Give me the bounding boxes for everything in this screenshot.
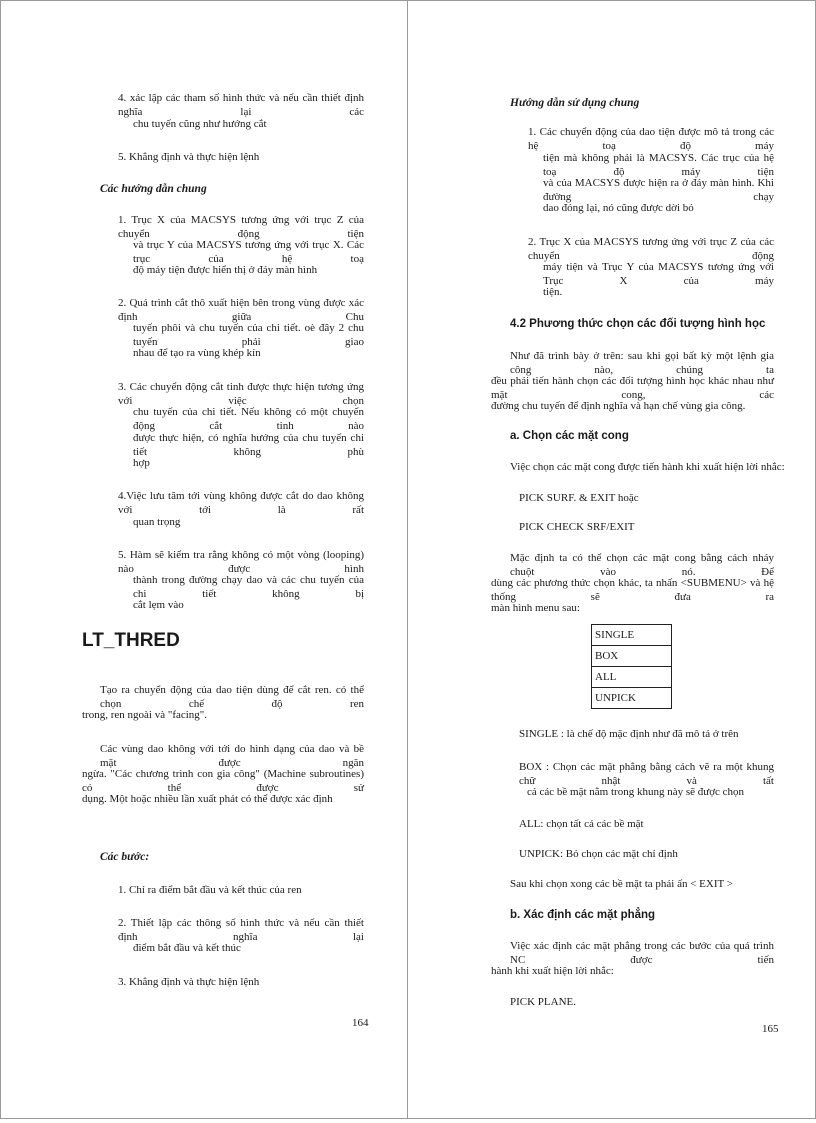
usage-1-line-4: dao đóng lại, nó cũng được dời bỏ (543, 202, 694, 214)
default-select-line-2: dùng các phương thức chọn khác, ta nhấn <SUBMENU> và hệ thống sẽ đưa ra (491, 577, 774, 603)
thred-note-line-1: Các vùng dao không với tới do hình dạng của dao và bề mặt được ngăn (100, 743, 364, 769)
guide-2-line-1: 2. Quá trình cắt thô xuất hiện bên trong vùng được xác định giữa Chu (118, 297, 364, 323)
subsection-b-heading: b. Xác định các mặt phẳng (510, 909, 656, 921)
page-number-right: 165 (762, 1023, 779, 1035)
step-3: 3. Khẳng định và thực hiện lệnh (118, 976, 260, 988)
guide-3-line-4: hợp (133, 457, 150, 469)
pick-surf-prompt: PICK SURF. & EXIT hoặc (519, 492, 639, 504)
usage-1-line-1: 1. Các chuyển động của dao tiện được mô tả trong các hệ toạ độ máy (528, 126, 774, 152)
pick-check-prompt: PICK CHECK SRF/EXIT (519, 521, 635, 533)
exit-note: Sau khi chọn xong các bề mặt ta phải ấn < EXIT > (510, 878, 733, 890)
box-desc-line-2: cả các bề mặt nằm trong khung này sẽ được chọn (527, 786, 745, 798)
page-number-left: 164 (352, 1017, 369, 1029)
guide-3-line-3: được thực hiện, có nghĩa hướng của chu tuyến chi tiết không phù (133, 432, 364, 458)
menu-item-unpick: UNPICK (592, 688, 672, 709)
intro-line-2: đều phải tiến hành chọn các đối tượng hình học khác nhau như mặt cong, các (491, 375, 774, 401)
guide-1-line-2: và trục Y của MACSYS tương ứng với trục X. Các trục của hệ toạ (133, 239, 364, 265)
guide-2-line-3: nhau để tạo ra vùng khép kín (133, 347, 261, 359)
pick-plane-prompt: PICK PLANE. (510, 996, 577, 1008)
guide-1-line-1: 1. Trục X của MACSYS tương ứng với trục Z của chuyển động tiện (118, 214, 364, 240)
box-desc-line-1: BOX : Chọn các mặt phẳng bằng cách vẽ ra một khung chữ nhật và tất (519, 761, 774, 787)
usage-2-line-1: 2. Trục X của MACSYS tương ứng với trục Z của các chuyển động (528, 236, 774, 262)
usage-1-line-3: và của MACSYS được hiện ra ở đáy màn hình. Khi đường chạy (543, 177, 774, 203)
usage-2-line-2: máy tiện và Trục Y của MACSYS tương ứng với Trục X của máy (543, 261, 774, 287)
step-4-line-2: chu tuyến cũng như hướng cắt (133, 118, 267, 130)
all-desc: ALL: chọn tất cả các bề mặt (519, 818, 644, 830)
step-5: 5. Khẳng định và thực hiện lệnh (118, 151, 260, 163)
selection-menu (591, 624, 672, 709)
usage-2-line-3: tiện. (543, 286, 563, 298)
guide-3-line-1: 3. Các chuyển động cắt tinh được thực hiện tương ứng với việc chọn (118, 381, 364, 407)
guide-1-line-3: độ máy tiện được hiển thị ở đáy màn hình (133, 264, 318, 276)
thred-desc-line-1: Tạo ra chuyển động của dao tiện dùng để cắt ren. có thể chọn chế độ ren (100, 684, 364, 710)
step-2-line-1: 2. Thiết lập các thông số hình thức và nếu cần thiết định nghĩa lại (118, 917, 364, 943)
step-4-line-1: 4. xác lập các tham số hình thức và nếu cần thiết định nghĩa lại các (118, 92, 364, 118)
subsection-a-heading: a. Chọn các mặt cong (510, 430, 629, 442)
general-guidelines-heading: Các hướng dẫn chung (100, 183, 207, 195)
guide-4-line-2: quan trọng (133, 516, 181, 528)
guide-5-line-1: 5. Hàm sẽ kiểm tra rằng không có một vòng (looping) nào được hình (118, 549, 364, 575)
guide-4-line-1: 4.Việc lưu tâm tới vùng không được cắt do dao không với tới là rất (118, 490, 364, 516)
guide-2-line-2: tuyến phôi và chu tuyến của chi tiết. oè đây 2 chu tuyến phải giao (133, 322, 364, 348)
intro-line-3: đường chu tuyến để định nghĩa và hạn chế vùng gia công. (491, 400, 746, 412)
step-2-line-2: điểm bắt đầu và kết thúc (133, 942, 241, 954)
intro-line-1: Như đã trình bày ở trên: sau khi gọi bất kỳ một lệnh gia công nào, chúng ta (510, 350, 774, 376)
lt-thred-title: LT_THRED (82, 630, 180, 651)
thred-note-line-2: ngừa. "Các chương trình con gia công" (Machine subroutines) có thể được sử (82, 768, 364, 794)
usage-1-line-2: tiện mà không phải là MACSYS. Các trục của hệ toạ độ máy tiện (543, 152, 774, 178)
menu-item-single: SINGLE (592, 625, 672, 646)
page-divider (407, 0, 408, 1118)
thred-note-line-3: dụng. Một hoặc nhiều lần xuất phát có thể được xác định (82, 793, 333, 805)
plane-desc-line-1: Việc xác định các mặt phẳng trong các bước của quá trình NC được tiến (510, 940, 774, 966)
usage-guide-heading: Hướng dẫn sử dụng chung (510, 97, 640, 109)
step-1: 1. Chỉ ra điểm bắt đầu và kết thúc của ren (118, 884, 302, 896)
surface-prompt-text: Việc chọn các mặt cong được tiến hành khi xuất hiện lời nhắc: (510, 461, 785, 473)
guide-5-line-3: cắt lẹm vào (133, 599, 184, 611)
section-4-2-heading: 4.2 Phương thức chọn các đối tượng hình học (510, 318, 766, 330)
menu-item-box: BOX (592, 646, 672, 667)
default-select-line-3: màn hình menu sau: (491, 602, 580, 614)
guide-3-line-2: chu tuyến của chi tiết. Nếu không có một chuyển động cắt tinh nào (133, 406, 364, 432)
single-desc: SINGLE : là chế độ mặc định như đã mô tả ở trên (519, 728, 739, 740)
steps-heading: Các bước: (100, 851, 150, 863)
unpick-desc: UNPICK: Bỏ chọn các mặt chỉ định (519, 848, 678, 860)
guide-5-line-2: thành trong đường chạy dao và các chu tuyến của chi tiết không bị (133, 574, 364, 600)
default-select-line-1: Mặc định ta có thể chọn các mặt cong bằng cách nháy chuột vào nó. Để (510, 552, 774, 578)
thred-desc-line-2: trong, ren ngoài và "facing". (82, 709, 208, 721)
menu-item-all: ALL (592, 667, 672, 688)
plane-desc-line-2: hành khi xuất hiện lời nhắc: (491, 965, 614, 977)
